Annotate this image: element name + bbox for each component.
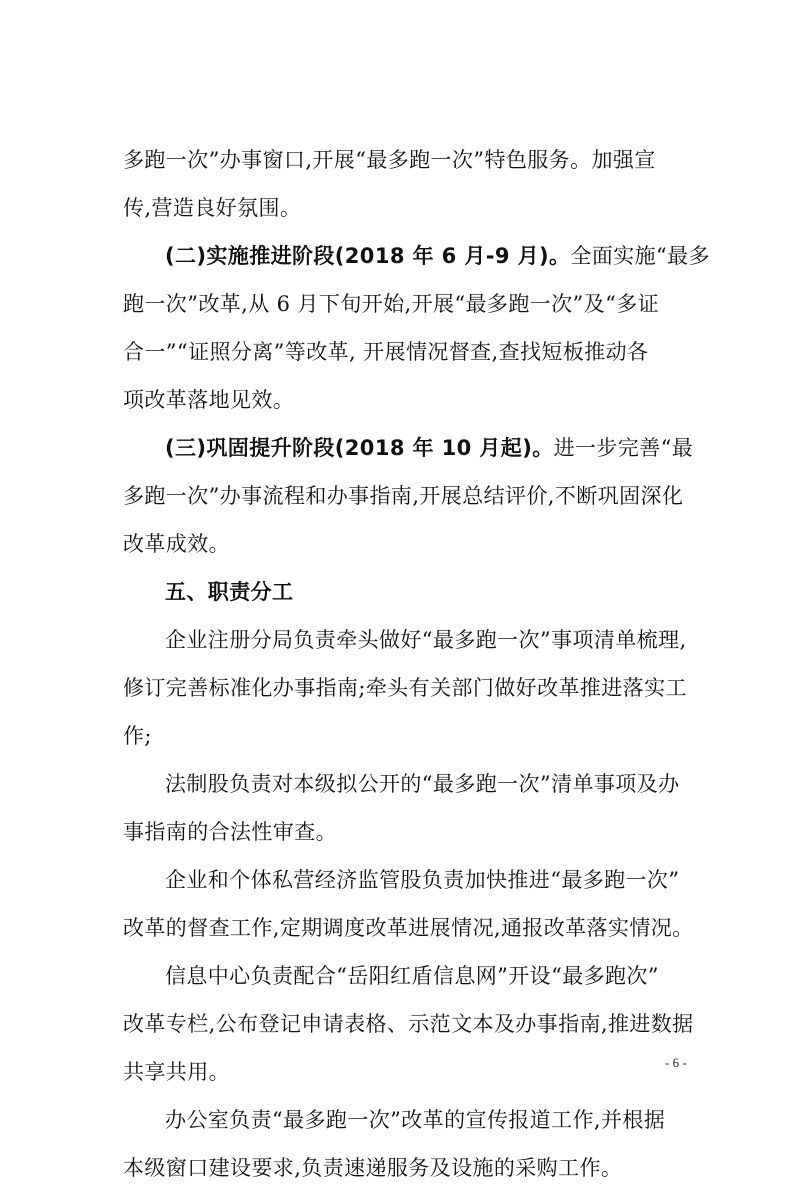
paragraph-office [123, 1096, 694, 1192]
text-line: 信息中心负责配合“岳阳红盾信息网”开设“最多跑次” [165, 964, 659, 988]
text-line: 办公室负责“最多跑一次”改革的宣传报道工作,并根据 [165, 1108, 666, 1132]
text-span: 全面实施“最多 [570, 244, 710, 268]
text-line: 本级窗口建设要求,负责速递服务及设施的采购工作。 [123, 1156, 623, 1180]
section-heading: 五、职责分工 [165, 580, 294, 604]
paragraph-stage-two [123, 232, 710, 424]
text-line: 作; [123, 724, 152, 748]
text-line: 修订完善标准化办事指南;牵头有关部门做好改革推进落实工 [123, 676, 687, 700]
text-line [123, 424, 694, 472]
text-span: 进一步完善“最 [553, 436, 694, 460]
paragraph-supervision-unit [123, 856, 694, 952]
text-line: 多跑一次”办事窗口,开展“最多跑一次”特色服务。加强宣 [123, 148, 656, 172]
text-line: 企业注册分局负责牵头做好“最多跑一次”事项清单梳理, [165, 628, 687, 652]
page-number: - 6 - [665, 1055, 687, 1070]
paragraph-registration-branch [123, 616, 694, 760]
text-line: 多跑一次”办事流程和办事指南,开展总结评价,不断巩固深化 [123, 484, 684, 508]
text-line: 合一”“证照分离”等改革, 开展情况督查,查找短板推动各 [123, 340, 649, 364]
text-line: 改革成效。 [123, 532, 230, 556]
text-line: 共享共用。 [123, 1060, 230, 1084]
text-line: 企业和个体私营经济监管股负责加快推进“最多跑一次” [165, 868, 680, 892]
text-line [123, 232, 710, 280]
stage-three-title: (三)巩固提升阶段(2018 年 10 月起)。 [165, 436, 554, 460]
text-line: 改革专栏,公布登记申请表格、示范文本及办事指南,推进数据 [123, 1012, 694, 1036]
text-line: 事指南的合法性审查。 [123, 820, 337, 844]
text-line: 法制股负责对本级拟公开的“最多跑一次”清单事项及办 [165, 772, 680, 796]
document-body [123, 136, 710, 1192]
paragraph-continuation [123, 136, 694, 232]
stage-two-title: (二)实施推进阶段(2018 年 6 月-9 月)。 [165, 244, 571, 268]
text-line: 跑一次”改革,从 6 月下旬开始,开展“最多跑一次”及“多证 [123, 292, 660, 316]
text-line: 项改革落地见效。 [123, 388, 295, 412]
paragraph-info-center [123, 952, 694, 1096]
text-line: 传,营造良好氛围。 [123, 196, 302, 220]
paragraph-legal-unit [123, 760, 694, 856]
text-line: 改革的督查工作,定期调度改革进展情况,通报改革落实情况。 [123, 916, 694, 940]
paragraph-stage-three [123, 424, 694, 568]
